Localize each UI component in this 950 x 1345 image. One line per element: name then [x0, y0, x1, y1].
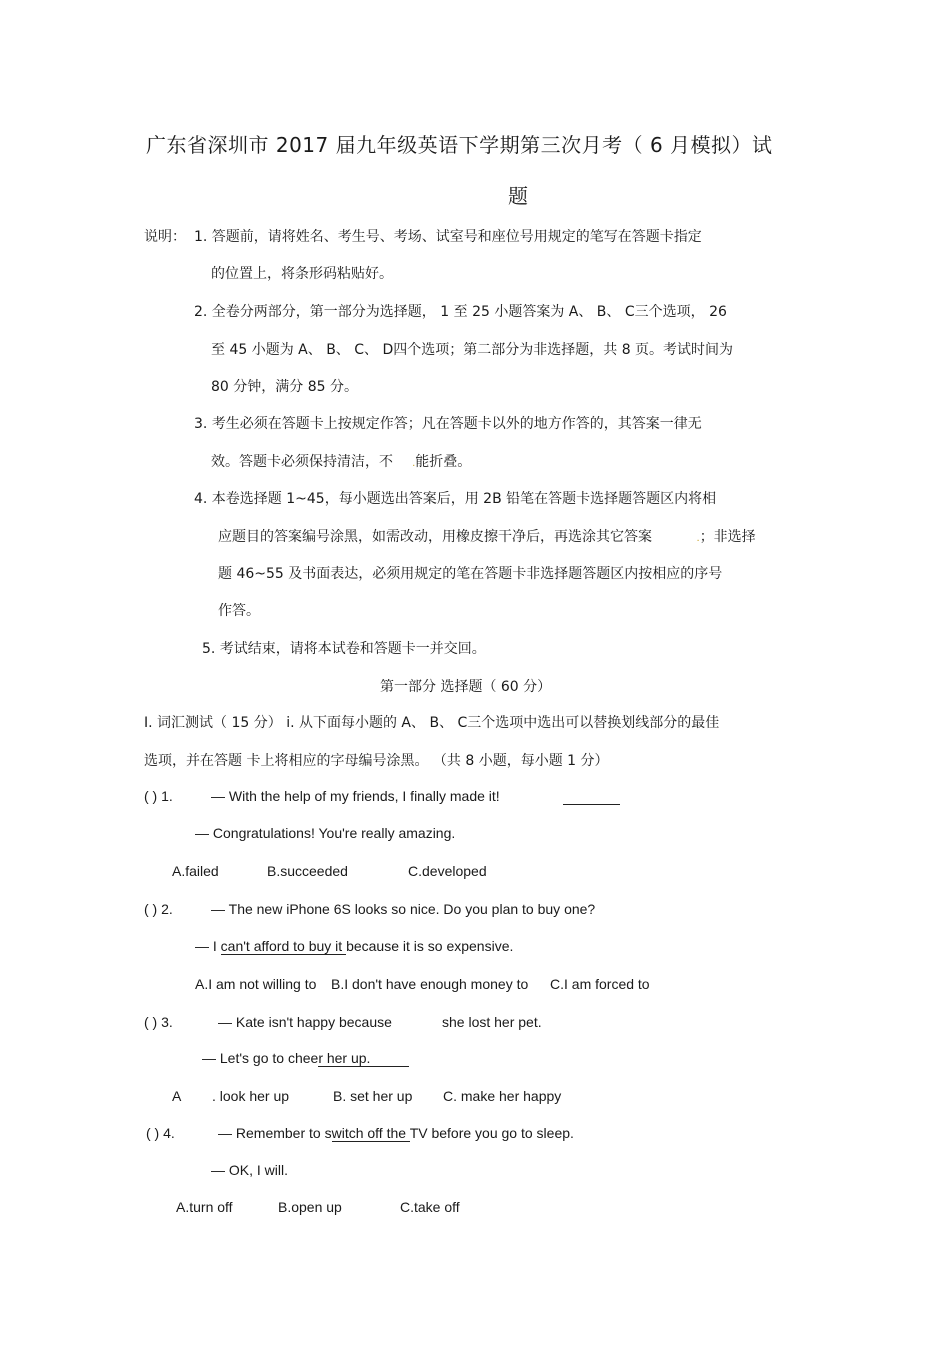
- instruction-2-cont2: 80 分钟，满分 85 分。: [211, 379, 358, 395]
- question-4-line1: [218, 1125, 574, 1141]
- option-a: A.I am not willing to: [195, 976, 317, 992]
- question-3-line2: [202, 1050, 409, 1066]
- instruction-3: 3. 考生必须在答题卡上按规定作答；凡在答题卡以外的地方作答的，其答案一律无: [194, 416, 702, 432]
- page-title-continued: 题: [508, 184, 529, 208]
- instruction-4-text-a: 应题目的答案编号涂黑，如需改动，用橡皮擦干净后，再选涂其它答案: [218, 529, 652, 545]
- option-a: A.failed: [172, 863, 219, 879]
- question-2-line2: [195, 938, 513, 954]
- mark-dot: .: [652, 533, 700, 544]
- question-3-line1b: she lost her pet.: [442, 1014, 542, 1030]
- instruction-3-text-b: 能折叠。: [415, 454, 472, 470]
- question-4-line1-pre: — Remember to s: [218, 1125, 332, 1141]
- option-c: C.I am forced to: [550, 976, 650, 992]
- question-2-line2-post: because it is so expensive.: [346, 938, 514, 954]
- question-4-line1-post: TV before you go to sleep.: [409, 1125, 574, 1141]
- underlined-phrase: r her up.: [318, 1050, 371, 1066]
- question-3-line2-pre: — Let's go to chee: [202, 1050, 319, 1066]
- option-c: C. make her happy: [443, 1088, 562, 1104]
- instruction-4-cont2: 题 46~55 及书面表达，必须用规定的笔在答题卡非选择题答题区内按相应的序号: [218, 566, 723, 582]
- instructions-label: 说明：: [144, 229, 186, 245]
- instruction-4-text-b: ；非选择: [699, 529, 756, 545]
- option-a: A.turn off: [176, 1199, 233, 1215]
- option-b: B.open up: [278, 1199, 342, 1215]
- question-number: ( ) 2.: [144, 901, 173, 917]
- option-b: B. set her up: [333, 1088, 413, 1104]
- question-number: ( ) 1.: [144, 788, 173, 804]
- instruction-4-cont3: 作答。: [218, 603, 260, 619]
- part1-instruction: I. 词汇测试（ 15 分） i. 从下面每小题的 A、 B、 C三个选项中选出可以替换划线部分的最佳: [144, 715, 720, 731]
- underline-tail: [370, 1050, 409, 1067]
- page-title: 广东省深圳市 2017 届九年级英语下学期第三次月考（ 6 月模拟）试: [146, 133, 773, 157]
- question-number: ( ) 4.: [146, 1125, 175, 1141]
- instruction-1: 1. 答题前，请将姓名、考生号、考场、试室号和座位号用规定的笔写在答题卡指定: [194, 229, 702, 245]
- question-1-line1: — With the help of my friends, I finally made it!: [211, 788, 500, 804]
- question-2-line1: — The new iPhone 6S looks so nice. Do you plan to buy one?: [211, 901, 596, 917]
- question-number: ( ) 3.: [144, 1014, 173, 1030]
- option-b: B.I don't have enough money to: [331, 976, 529, 992]
- instruction-4-cont: [218, 526, 756, 546]
- section-heading: 第一部分 选择题（ 60 分）: [380, 679, 552, 695]
- option-b: B.succeeded: [267, 863, 348, 879]
- instruction-4: 4. 本卷选择题 1~45，每小题选出答案后，用 2B 铅笔在答题卡选择题答题区内将相: [194, 491, 717, 507]
- instruction-3-text-a: 效。答题卡必须保持清洁，不: [211, 454, 393, 470]
- question-2-line2-pre: — I: [195, 938, 221, 954]
- underlined-phrase: witch off the: [331, 1125, 410, 1141]
- option-a: . look her up: [212, 1088, 290, 1104]
- instruction-2: 2. 全卷分两部分，第一部分为选择题， 1 至 25 小题答案为 A、 B、 C三个选项， 26: [194, 304, 727, 320]
- option-c: C.developed: [408, 863, 487, 879]
- mark-dot: .: [393, 458, 416, 469]
- option-c: C.take off: [400, 1199, 460, 1215]
- instruction-5: 5. 考试结束，请将本试卷和答题卡一并交回。: [202, 641, 486, 657]
- part1-instruction-cont: 选项，并在答题 卡上将相应的字母编号涂黑。 （共 8 小题，每小题 1 分）: [144, 753, 609, 769]
- instruction-3-cont: [211, 451, 471, 471]
- instruction-2-cont: 至 45 小题为 A、 B、 C、 D四个选项；第二部分为非选择题，共 8 页。考试时间为: [211, 342, 734, 358]
- instruction-1-cont: 的位置上，将条形码粘贴好。: [211, 266, 393, 282]
- option-a-letter: A: [172, 1088, 182, 1104]
- question-1-line2: — Congratulations! You're really amazing.: [195, 825, 456, 841]
- underlined-phrase: can't afford to buy it: [220, 938, 347, 954]
- question-3-line1a: — Kate isn't happy because: [218, 1014, 392, 1030]
- question-4-line2: — OK, I will.: [211, 1162, 289, 1178]
- answer-blank: [563, 790, 620, 805]
